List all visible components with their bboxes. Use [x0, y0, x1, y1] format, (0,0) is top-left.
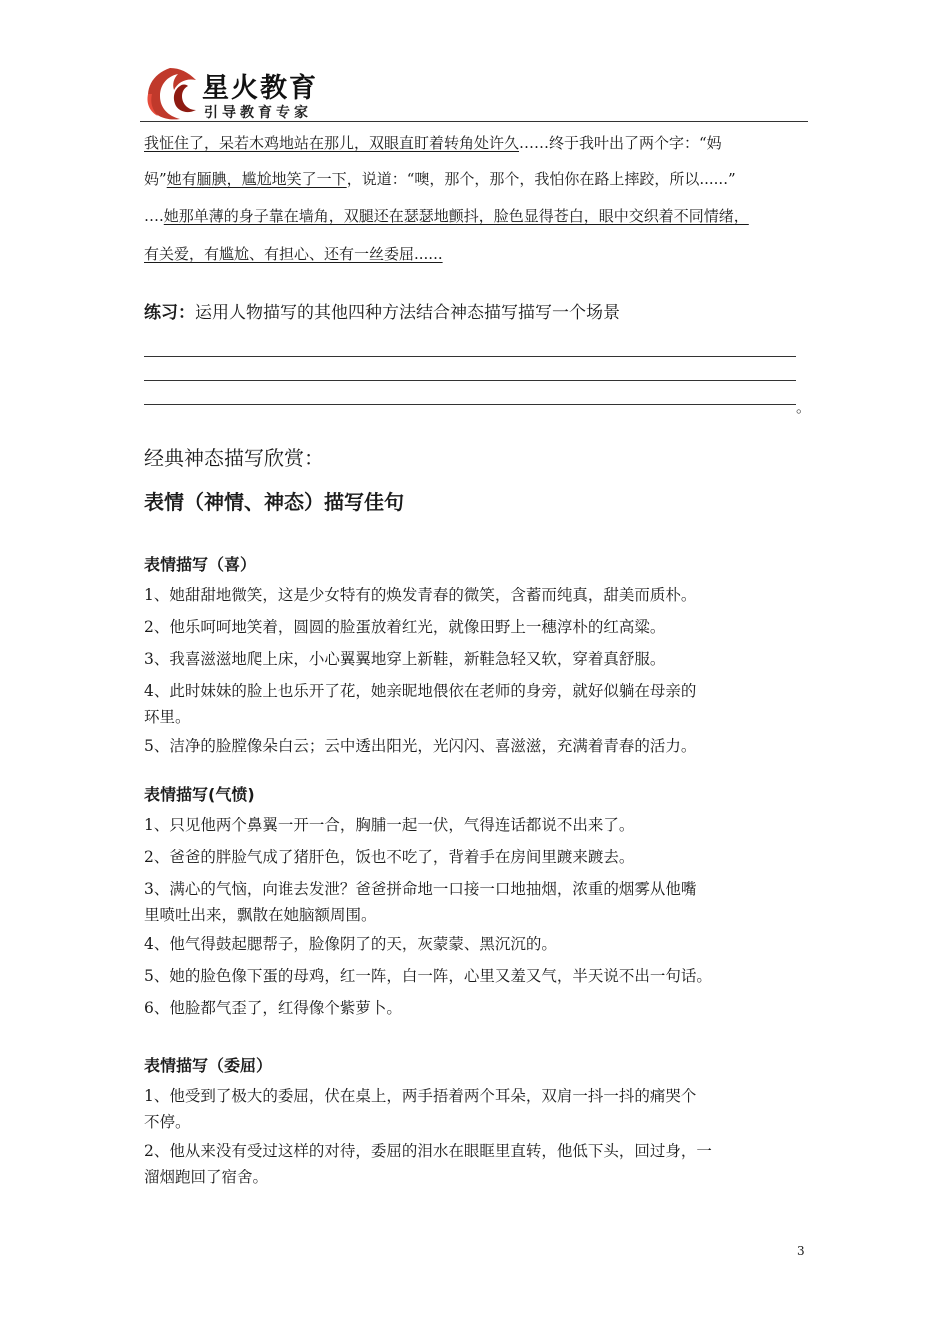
excerpt-text: ，说道：“噢，那个，那个，我怕你在路上摔跤，所以......” — [346, 170, 736, 188]
group-title-anger: 表情描写(气愤) — [144, 785, 255, 804]
list-item: 5、她的脸色像下蛋的母鸡，红一阵，白一阵，心里又羞又气，半天说不出一句话。 — [144, 967, 712, 985]
answer-line-2[interactable] — [144, 380, 796, 381]
excerpt-line-4 — [144, 243, 443, 264]
page-number: 3 — [797, 1244, 805, 1258]
answer-end-mark: 。 — [796, 398, 812, 416]
list-item: 不停。 — [144, 1113, 191, 1131]
list-item: 4、此时妹妹的脸上也乐开了花，她亲昵地偎依在老师的身旁，就好似躺在母亲的 — [144, 682, 697, 700]
exercise-prompt — [144, 298, 620, 323]
excerpt-underlined: 她有腼腆，尴尬地笑了一下 — [166, 170, 347, 188]
group-title-joy: 表情描写（喜） — [144, 555, 257, 574]
list-item: 1、只见他两个鼻翼一开一合，胸脯一起一伏，气得连话都说不出来了。 — [144, 816, 635, 834]
exercise-text: 运用人物描写的其他四种方法结合神态描写描写一个场景 — [195, 303, 620, 323]
excerpt-underlined: 她那单薄的身子靠在墙角，双腿还在瑟瑟地颤抖，脸色显得苍白，眼中交织着不同情绪， — [163, 207, 749, 225]
group-title-grievance: 表情描写（委屈） — [144, 1056, 273, 1075]
list-item: 3、满心的气恼，向谁去发泄？爸爸拼命地一口接一口地抽烟，浓重的烟雾从他嘴 — [144, 880, 697, 898]
list-item: 3、我喜滋滋地爬上床，小心翼翼地穿上新鞋，新鞋急轻又软，穿着真舒服。 — [144, 650, 666, 668]
list-item: 1、她甜甜地微笑，这是少女特有的焕发青春的微笑，含蓄而纯真，甜美而质朴。 — [144, 586, 697, 604]
excerpt-line-3 — [144, 205, 749, 226]
excerpt-underlined: 有关爱，有尴尬、有担心、还有一丝委屈...... — [144, 245, 443, 263]
list-item: 溜烟跑回了宿舍。 — [144, 1168, 269, 1186]
header-divider — [140, 121, 808, 122]
classic-heading: 经典神态描写欣赏： — [144, 446, 324, 470]
excerpt-line-2 — [144, 168, 736, 189]
excerpt-text: …. — [144, 207, 164, 225]
exercise-label: 练习： — [144, 303, 195, 323]
excerpt-underlined: 我怔住了，呆若木鸡地站在那儿，双眼直盯着转角处许久 — [144, 134, 520, 152]
list-item: 6、他脸都气歪了，红得像个紫萝卜。 — [144, 999, 402, 1017]
answer-line-1[interactable] — [144, 356, 796, 357]
excerpt-line-1 — [144, 132, 722, 153]
list-item: 5、洁净的脸膛像朵白云；云中透出阳光，光闪闪、喜滋滋，充满着青春的活力。 — [144, 737, 697, 755]
list-item: 2、爸爸的胖脸气成了猪肝色，饭也不吃了，背着手在房间里踱来踱去。 — [144, 848, 635, 866]
list-item: 里喷吐出来，飘散在她脑额周围。 — [144, 906, 377, 924]
answer-line-3[interactable] — [144, 404, 796, 405]
brand-logo — [140, 64, 380, 124]
list-item: 4、他气得鼓起腮帮子，脸像阴了的天，灰蒙蒙、黑沉沉的。 — [144, 935, 557, 953]
list-item: 2、他乐呵呵地笑着，圆圆的脸蛋放着红光，就像田野上一穗淳朴的红高粱。 — [144, 618, 666, 636]
list-item: 环里。 — [144, 708, 191, 726]
list-item: 2、他从来没有受过这样的对待，委屈的泪水在眼眶里直转，他低下头，回过身，一 — [144, 1142, 712, 1160]
excerpt-text: ……终于我叶出了两个字：“妈 — [519, 134, 722, 152]
excerpt-text: 妈” — [144, 170, 167, 188]
logo-title: 星火教育 — [202, 73, 318, 104]
list-item: 1、他受到了极大的委屈，伏在桌上，两手捂着两个耳朵，双肩一抖一抖的痛哭个 — [144, 1087, 697, 1105]
logo-slogan: 引导教育专家 — [204, 105, 312, 121]
flame-logo-icon — [140, 64, 200, 122]
section-heading: 表情（神情、神态）描写佳句 — [144, 490, 404, 514]
